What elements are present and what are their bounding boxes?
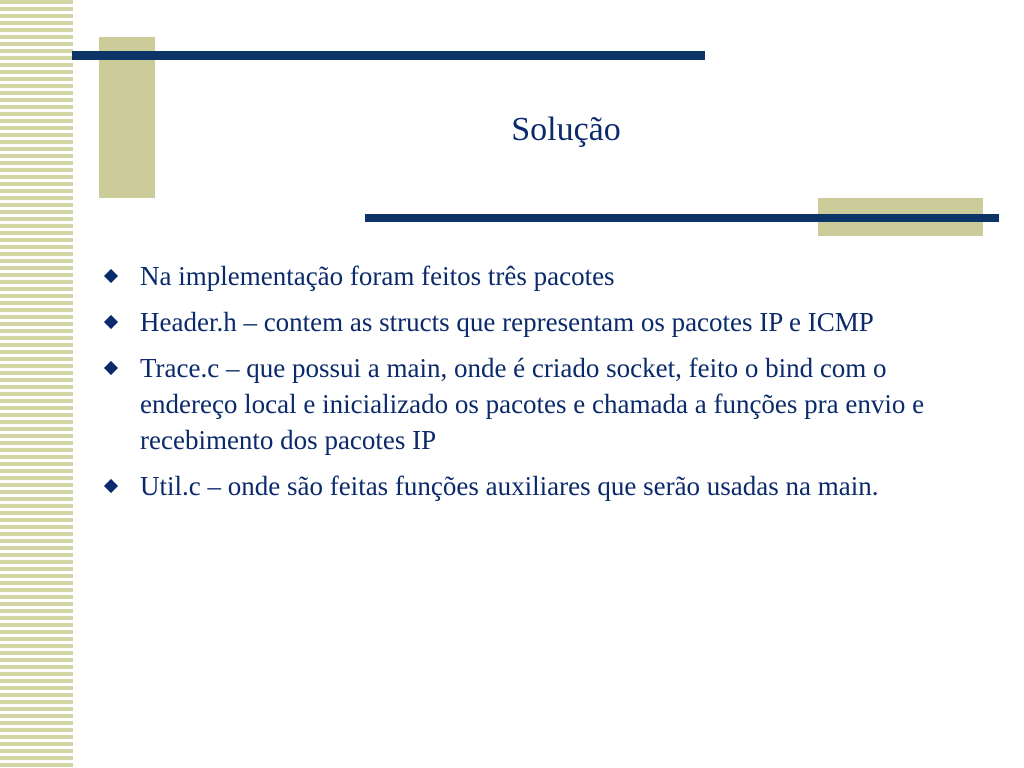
bullet-text: Trace.c – que possui a main, onde é criado socket, feito o bind com o endereço local e inicializado os pacotes e chamada a funções pra envio e recebimento dos pacotes IP xyxy=(140,353,925,455)
diamond-bullet-icon xyxy=(104,315,118,329)
bullet-item xyxy=(103,468,973,504)
navy-divider-bottom xyxy=(365,214,999,222)
slide-title: Solução xyxy=(511,111,621,148)
tan-accent-block-top xyxy=(99,37,155,198)
bullet-item xyxy=(103,304,973,340)
bullet-text: Util.c – onde são feitas funções auxiliares que serão usadas na main. xyxy=(140,471,879,501)
left-striped-border xyxy=(0,0,73,768)
bullet-item xyxy=(103,350,973,458)
diamond-bullet-icon xyxy=(104,269,118,283)
diamond-bullet-icon xyxy=(104,479,118,493)
navy-divider-top xyxy=(72,51,705,60)
diamond-bullet-icon xyxy=(104,361,118,375)
bullet-text: Header.h – contem as structs que representam os pacotes IP e ICMP xyxy=(140,307,874,337)
bullet-text: Na implementação foram feitos três pacotes xyxy=(140,261,615,291)
bullet-item xyxy=(103,258,973,294)
bullet-list xyxy=(103,258,973,514)
